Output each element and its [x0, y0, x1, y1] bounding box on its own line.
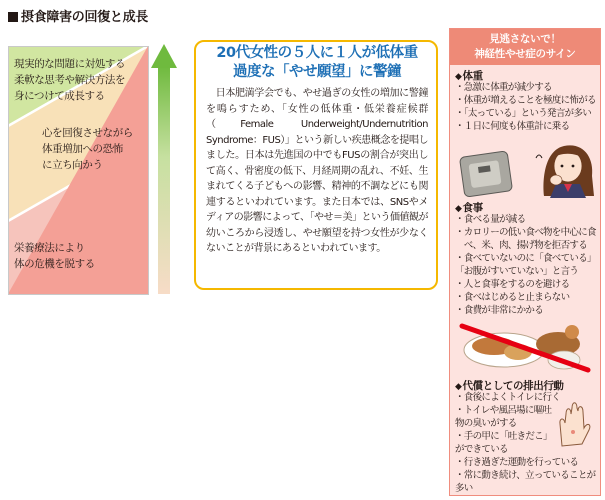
stage-mind-text: 心を回復させながら 体重増加への恐怖 に立ち向かう [42, 127, 133, 171]
list-item: ・急激に体重が減少する [455, 82, 552, 93]
list-item: ・「太っている」という発言が多い [455, 108, 592, 119]
list-item: ・食べる量が減る [455, 214, 526, 225]
diamond-bullet-icon: ◆ [455, 72, 462, 82]
list-item: ・常に動き続け、立っていることが [455, 470, 596, 481]
list-item: ・食べていないのに「食べている」 [455, 253, 596, 264]
stage-growth-text: 現実的な問題に対処する 柔軟な思考や解決方法を 身につけて成長する [14, 58, 126, 102]
article-title: 20代女性の５人に１人が低体重 過度な「やせ願望」に警鐘 [216, 45, 418, 80]
weight-section-title: ◆体重 [455, 70, 483, 82]
list-item: ・食費が非常にかかる [455, 305, 544, 316]
rejected-food-illustration [454, 318, 596, 376]
square-bullet-icon [8, 12, 18, 22]
list-item: ・１日に何度も体重計に乗る [455, 121, 570, 132]
list-item: ・トイレや風呂場に嘔吐 [455, 405, 552, 416]
diamond-bullet-icon: ◆ [455, 204, 462, 214]
heading-text: 摂食障害の回復と成長 [21, 10, 149, 25]
meal-signs-list [455, 213, 596, 317]
list-item: 物の臭いがする [455, 418, 517, 429]
list-item: ・行き過ぎた運動を行っている [455, 457, 579, 468]
worried-girl-scale-illustration [452, 136, 598, 198]
diamond-bullet-icon: ◆ [455, 382, 462, 392]
section-heading [8, 6, 148, 25]
hand-icon [552, 398, 596, 448]
list-item: ・手の甲に「吐きだこ」 [455, 431, 552, 442]
purging-section-title: ◆代償としての排出行動 [455, 380, 564, 392]
upward-arrow-icon [150, 44, 178, 296]
list-item: 「お腹がすいていない」と言う [455, 266, 579, 277]
stage-body-text: 栄養療法により 体の危機を脱する [14, 242, 95, 270]
list-item: べ、米、肉、揚げ物を拒否する [455, 240, 588, 251]
article-body: 日本肥満学会でも、やせ過ぎの女性の増加に警鐘を鳴らすため、「女性の低体重・低栄養症候群（Female Underweight/Undernutrition Syndrome：FUS）」という新しい疾患概念を提唱しました。日本は先進国の中でもFUSの割合が突出して高く、骨密度の低下、月経周期の乱れ、不妊、生まれてくる子どもへの影響、精神的不調などにも関連するといわれています。また日本では、SNSやメディアの影響によって、「やせ＝美」という価値観が幼いころから浸透し、やせ願望を持つ女性が少なくないことが背景にあるといわれています。 [206, 88, 428, 254]
list-item: ・人と食事をするのを避ける [455, 279, 570, 290]
weight-signs-list [455, 81, 596, 133]
list-item: ・カロリーの低い食べ物を中心に食 [455, 227, 596, 238]
list-item: ・食後によくトイレに行く [455, 392, 561, 403]
list-item: ができている [455, 444, 508, 455]
meal-section-title: ◆食事 [455, 202, 483, 214]
list-item: 多い [455, 483, 473, 494]
sidebar-header: 見逃さないで！ 神経性やせ症のサイン [450, 29, 600, 65]
list-item: ・食べはじめると止まらない [455, 292, 570, 303]
list-item: ・体重が増えることを極度に怖がる [455, 95, 596, 106]
